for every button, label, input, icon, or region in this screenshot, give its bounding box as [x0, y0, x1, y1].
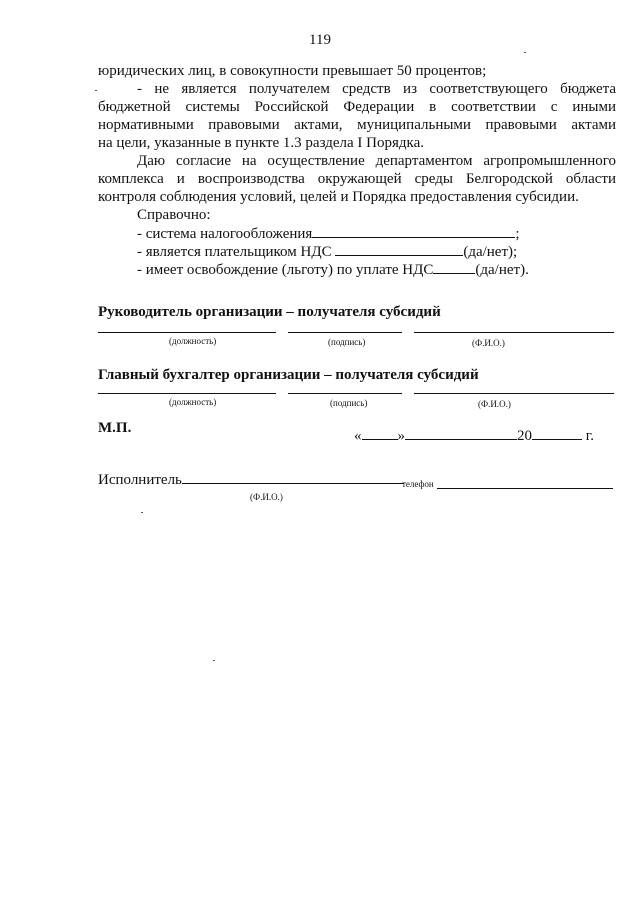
accountant-name-caption: (Ф.И.О.) — [478, 399, 511, 409]
head-signature-title: Руководитель организации – получателя субсидий — [98, 304, 441, 320]
executor-label: Исполнитель — [98, 472, 182, 488]
scan-speck — [141, 512, 143, 513]
scan-speck — [95, 90, 97, 91]
reference-title: Справочно: — [137, 207, 211, 223]
head-position-caption: (должность) — [169, 336, 217, 346]
tax-system-field[interactable] — [312, 224, 515, 238]
accountant-signature-caption: (подпись) — [330, 398, 368, 408]
stamp-label: М.П. — [98, 420, 132, 436]
text-line-7: комплекса и воспроизводства окружающей среды Белгородской области — [98, 171, 616, 187]
accountant-signature-title: Главный бухгалтер организации – получателя субсидий — [98, 367, 479, 383]
reference-tax-system — [137, 224, 520, 243]
vat-payer-label: - является плательщиком НДС — [137, 244, 332, 260]
tax-system-end: ; — [515, 226, 520, 242]
year-prefix: 20 — [517, 428, 532, 444]
vat-exempt-field[interactable] — [433, 260, 475, 274]
accountant-signature-line[interactable] — [288, 393, 402, 394]
head-signature-caption: (подпись) — [328, 337, 366, 347]
head-name-caption: (Ф.И.О.) — [472, 338, 505, 348]
accountant-position-caption: (должность) — [169, 397, 217, 407]
year-suffix: г. — [585, 428, 594, 444]
text-line-8: контроля соблюдения условий, целей и Порядка предоставления субсидии. — [98, 189, 579, 205]
phone-field[interactable] — [437, 488, 613, 489]
head-signature-line[interactable] — [288, 332, 402, 333]
executor-row — [98, 470, 404, 489]
head-name-line[interactable] — [414, 332, 614, 333]
executor-name-field[interactable] — [182, 470, 404, 484]
head-position-line[interactable] — [98, 332, 276, 333]
text-line-1: юридических лиц, в совокупности превышает 50 процентов; — [98, 63, 487, 79]
page-number: 119 — [309, 32, 331, 48]
scan-speck — [524, 52, 526, 53]
text-line-5: на цели, указанные в пункте 1.3 раздела I Порядка. — [98, 135, 424, 151]
quote-close: » — [397, 428, 405, 444]
vat-payer-end: (да/нет); — [463, 244, 518, 260]
tax-system-label: - система налогообложения — [137, 226, 313, 242]
vat-exempt-label: - имеет освобождение (льготу) по уплате НДС — [137, 262, 434, 278]
reference-vat-exempt — [137, 260, 529, 279]
accountant-name-line[interactable] — [414, 393, 614, 394]
text-line-2: - не является получателем средств из соответствующего бюджета — [137, 81, 616, 97]
scan-speck — [213, 660, 215, 661]
reference-vat-payer — [137, 242, 517, 261]
date-month-field[interactable] — [405, 426, 517, 440]
accountant-position-line[interactable] — [98, 393, 276, 394]
date-year-field[interactable] — [532, 426, 582, 440]
vat-exempt-end: (да/нет). — [475, 262, 529, 278]
date-day-field[interactable] — [362, 426, 398, 440]
date-line — [354, 426, 594, 445]
text-line-4: нормативными правовыми актами, муниципальными правовыми актами — [98, 117, 616, 133]
phone-label: телефон — [402, 479, 434, 489]
executor-name-caption: (Ф.И.О.) — [250, 492, 283, 502]
vat-payer-field[interactable] — [335, 242, 463, 256]
quote-open: « — [354, 428, 362, 444]
text-line-6: Даю согласие на осуществление департаментом агропромышленного — [137, 153, 616, 169]
text-line-3: бюджетной системы Российской Федерации в соответствии с иными — [98, 99, 616, 115]
